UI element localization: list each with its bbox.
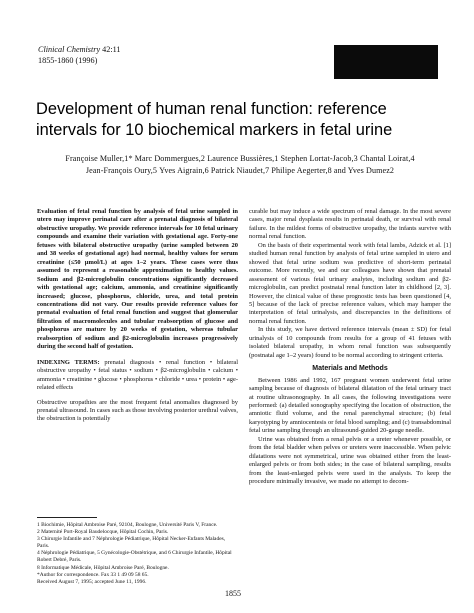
intro-paragraph: Obstructive uropathies are the most frequent fetal anomalies diagnosed by prenatal ultrasound. In cases such as those involving posterior urethral valves, the obstruction is potentially	[37, 398, 238, 423]
index-terms	[37, 359, 238, 393]
body-paragraph: In this study, we have derived reference intervals (mean ± SD) for fetal urinalysis of 10 compounds from results for a group of 41 fetuses with isolated bilateral uropathy, in whom renal function was subsequently (postnatal age 1–2 years) found to be normal according to stringent criteria.	[249, 326, 451, 359]
journal-name-line	[38, 44, 121, 55]
abstract: Evaluation of fetal renal function by analysis of fetal urine sampled in utero may improve perinatal care after a prenatal diagnosis of bilateral obstructive uropathy. We provide reference intervals for 10 fetal urinary compounds and examine their variation with gestational age. Forty-one fetuses with bilateral obstructive uropathy (urine sampled between 20 and 38 weeks of gestational age) had normal, healthy values for serum creatinine (≤50 µmol/L) at ages 1–2 years. These cases were thus assumed to represent a reasonable approximation to healthy values. Sodium and β2-microglobulin concentrations significantly decreased with gestational age; calcium, ammonia, and creatinine significantly increased; glucose, phosphorus, chloride, urea, and total protein concentrations did not vary. Our results provide reference values for prenatal evaluation of fetal renal function and suggest that glomerular filtration of macromolecules and tubular reabsorption of glucose and phosphorus are mature by 20 weeks of gestation, whereas tubular reabsorption of sodium and β2-microglobulin increases progressively during the second half of gestation.	[37, 208, 238, 351]
footnote: 4 Néphrologie Pédiatrique, 5 Gynécologie-Obstétrique, and 6 Chirurgie Infantile, Hôpital Robert Debré, Paris.	[37, 550, 232, 564]
right-column	[249, 208, 451, 487]
author: Patrick Niaudet,7	[210, 166, 272, 175]
footnote: Received August 7, 1995; accepted June 11, 1996.	[37, 578, 147, 585]
page-number: 1855	[225, 589, 241, 598]
index-terms-label: INDEXING TERMS:	[37, 358, 100, 366]
index-terms-text: prenatal diagnosis • renal function • bilateral obstructive uropathy • fetal status • sodium • β2-microglobulin • calcium • ammonia • creatinine • glucose • phosphorus • chloride • urea • protein • age-related effects	[37, 358, 239, 392]
author-list	[40, 153, 440, 177]
author: Yves Aigrain,6	[159, 166, 211, 175]
author: and Yves Dumez2	[333, 166, 395, 175]
redaction-block	[334, 45, 438, 79]
journal-pages-year: 1855-1860 (1996)	[38, 56, 98, 65]
author: Françoise Muller,1*	[65, 154, 135, 163]
left-column	[37, 208, 238, 424]
footnotes	[37, 517, 238, 586]
materials-methods-heading: Materials and Methods	[312, 365, 388, 373]
author: Jean-François Oury,5	[85, 166, 160, 175]
body-paragraph: Between 1986 and 1992, 167 pregnant women underwent fetal urine sampling because of diagnosis of bilateral dilatation of the fetal urinary tract at routine ultrasonography. In all cases, the following investigations were performed: (a) detailed sonography specifying the location of obstruction, the amniotic fluid volume, and the renal parenchymal structure; (b) fetal karyotyping by amniocentesis or fetal blood sampling; and (c) transabdominal fetal urine sampling through an ultrasound-guided 20-gauge needle.	[249, 376, 451, 435]
footnote: 8 Informatique Médicale, Hôpital Ambroise Paré, Boulogne.	[37, 564, 169, 571]
footnote: 1 Biochimie, Hôpital Ambroise Paré, 92104, Boulogne, Université Paris V, France.	[37, 522, 218, 528]
author: Stephen Lortat-Jacob,3	[280, 154, 360, 163]
author: Chantal Loirat,4	[359, 154, 415, 163]
footnote: 3 Chirurgie Infantile and 7 Néphrologie Pédiatrique, Hôpital Necker-Enfants Malades, Paris.	[37, 536, 226, 550]
journal-volume-issue: 42:11	[102, 45, 121, 54]
author: Laurence Bussières,1	[207, 154, 281, 163]
body-paragraph: On the basis of their experimental work with fetal lambs, Adzick et al. [1] studied human renal function by analysis of fetal urine sampled in utero and showed that fetal urine sodium was predictive of short-term perinatal outcome. More recently, we and our colleagues have shown that prenatal assessment of various fetal urinary analytes, including sodium and β2-microglobulin, can predict postnatal renal function later in childhood [2, 3]. However, the clinical value of these prognostic tests has been questioned [4, 5] because of the lack of precise reference values, which may hamper the interpretation of fetal urinalysis, and discrepancies in the definitions of normal renal function.	[249, 241, 451, 325]
journal-name: Clinical Chemistry	[38, 45, 101, 54]
body-paragraph: curable but may induce a wide spectrum of renal damage. In the most severe cases, major renal dysplasia results in perinatal death, or survival with renal failure. In the mildest forms of obstructive uropathy, the infants survive with normal renal function.	[249, 208, 451, 241]
footnote: *Author for correspondence. Fax 33 1 49 09 58 65.	[37, 571, 149, 578]
footnote-rule	[37, 517, 97, 518]
article-title: Development of human renal function: reference intervals for 10 biochemical markers in fetal urine	[36, 100, 393, 139]
author: Marc Dommergues,2	[134, 154, 208, 163]
footnote: 2 Maternité Port-Royal Baudelocque, Hôpital Cochin, Paris.	[37, 529, 169, 536]
body-paragraph: Urine was obtained from a renal pelvis or a ureter whenever possible, or from the fetal bladder when pelves or ureters were inaccessible. When pelvic dilatations were not symmetrical, urine was obtained either from the least-enlarged pelvis or from both sides; in the case of bilateral sampling, results from the least-enlarged pelvis were used in the analysis. To keep the procedure minimally invasive, we made no attempt to decom-	[249, 435, 451, 486]
author: Philipe Aegerter,8	[271, 166, 334, 175]
journal-citation	[38, 44, 121, 66]
